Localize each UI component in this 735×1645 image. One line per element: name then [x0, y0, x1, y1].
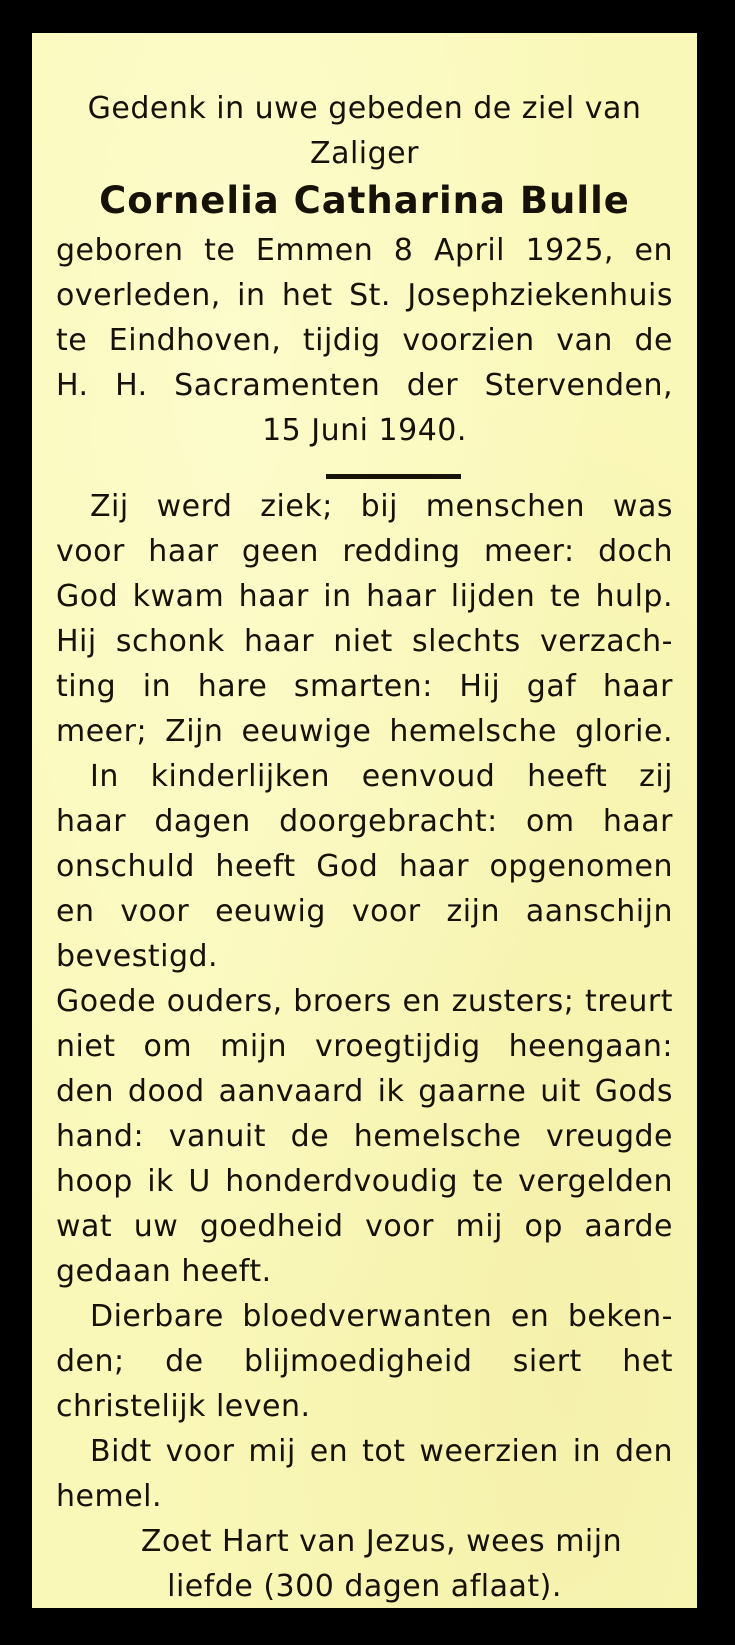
para4-line-1: Dierbare bloedverwanten en beken- — [90, 1299, 673, 1334]
para5-line-1: Bidt voor mij en tot weerzien in den — [90, 1434, 673, 1469]
para3-line-1: Goede ouders, broers en zusters; treurt — [56, 984, 673, 1019]
para2-line-2: haar dagen doorgebracht: om haar — [56, 804, 673, 839]
para2-line-1: In kinderlijken eenvoud heeft zij — [90, 759, 673, 794]
para2-line-4: en voor eeuwig voor zijn aanschijn — [56, 894, 673, 929]
para1-line-2: voor haar geen redding meer: doch — [56, 534, 673, 569]
para3-line-3: den dood aanvaard ik gaarne uit Gods — [56, 1074, 673, 1109]
bio-line-5: 15 Juni 1940. — [262, 413, 467, 448]
para2-line-3: onschuld heeft God haar opgenomen — [56, 849, 673, 884]
para4-line-2: den; de blijmoedigheid siert het — [56, 1344, 673, 1379]
para3-line-2: niet om mijn vroegtijdig heengaan: — [56, 1029, 673, 1064]
header-line-2: Zaliger — [310, 136, 419, 171]
para3-line-4: hand: vanuit de hemelsche vreugde — [56, 1119, 673, 1154]
para1-line-6: meer; Zijn eeuwige hemelsche glorie. — [56, 714, 673, 749]
para3-line-5: hoop ik U honderdvoudig te vergelden — [56, 1164, 673, 1199]
para4-line-3: christelijk leven. — [56, 1389, 311, 1424]
para2-line-5: bevestigd. — [56, 939, 219, 974]
closing-line-2: liefde (300 dagen aflaat). — [167, 1569, 562, 1604]
para5-line-2: hemel. — [56, 1479, 163, 1514]
para3-line-7: gedaan heeft. — [56, 1254, 272, 1289]
divider-rule — [326, 474, 461, 479]
bio-line-3: te Eindhoven, tijdig voorzien van de — [56, 323, 673, 358]
para1-line-1: Zij werd ziek; bij menschen was — [90, 489, 673, 524]
bio-line-2: overleden, in het St. Josephziekenhuis — [56, 278, 673, 313]
bio-line-4: H. H. Sacramenten der Stervenden, — [56, 368, 673, 403]
para3-line-6: wat uw goedheid voor mij op aarde — [56, 1209, 673, 1244]
para1-line-4: Hij schonk haar niet slechts verzach- — [56, 624, 673, 659]
prayer-card — [32, 33, 697, 1608]
header-line-1: Gedenk in uwe gebeden de ziel van — [87, 91, 642, 126]
para1-line-5: ting in hare smarten: Hij gaf haar — [56, 669, 673, 704]
deceased-name: Cornelia Catharina Bulle — [99, 179, 630, 222]
bio-line-1: geboren te Emmen 8 April 1925, en — [56, 233, 673, 268]
para1-line-3: God kwam haar in haar lijden te hulp. — [56, 579, 673, 614]
closing-line-1: Zoet Hart van Jezus, wees mijn — [140, 1524, 623, 1559]
